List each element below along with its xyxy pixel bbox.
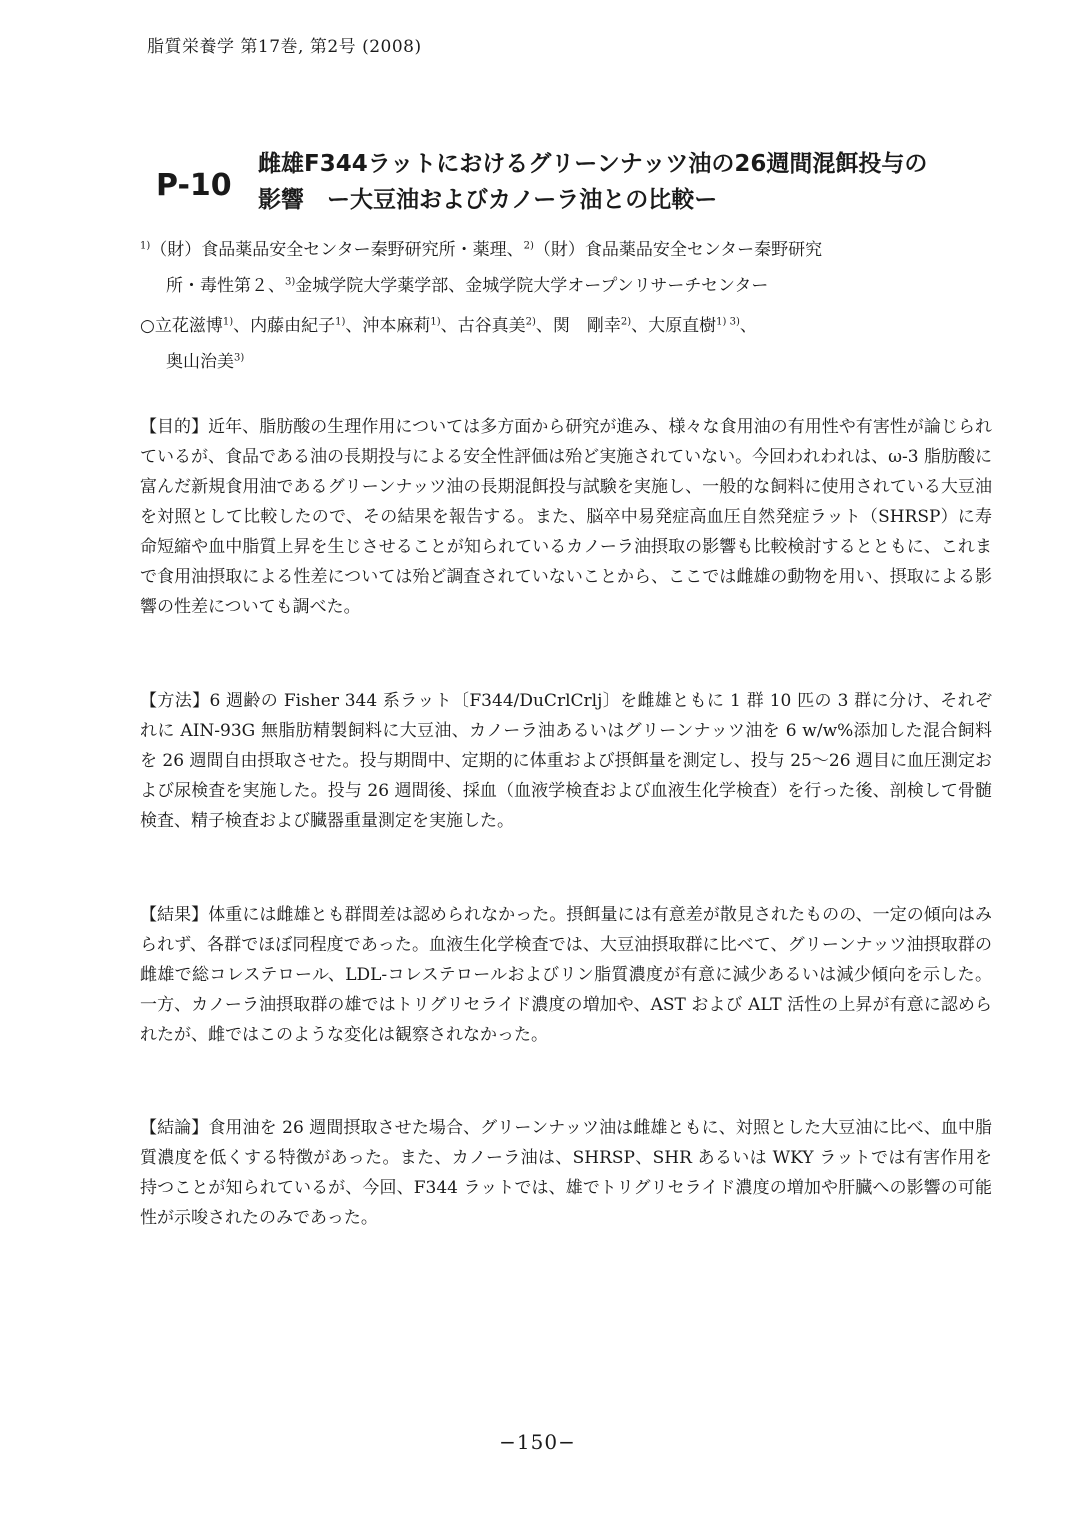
affiliation-marker: 1)	[140, 240, 151, 252]
affiliation-text: （財）食品薬品安全センター秦野研究	[533, 240, 823, 260]
section-purpose: 【目的】近年、脂肪酸の生理作用については多方面から研究が進み、様々な食用油の有用性や有害性が論じられているが、食品である油の長期投与による安全性評価は殆ど実施されていない。今回われわれは、ω-3 脂肪酸に富んだ新規食用油であるグリーンナッツ油の長期混餌投与試験を実施し、一般的な飼料に使用されている大豆油を対照として比較したので、その結果を報告する。また、脳卒中易発症高血圧自然発症ラット（SHRSP）に寿命短縮や血中脂質上昇を生じさせることが知られているカノーラ油摂取の影響も比較検討するとともに、これまで食用油摂取による性差については殆ど調査されていないことから、ここでは雌雄の動物を用い、摂取による影響の性差についても調べた。	[140, 417, 992, 617]
poster-id: P-10	[156, 168, 232, 203]
author-affiliation-marker: 1)	[335, 316, 346, 328]
author-affiliation-marker: 3)	[234, 352, 245, 364]
paper-title	[258, 146, 998, 218]
section-method: 【方法】6 週齢の Fisher 344 系ラット〔F344/DuCrlCrlj〕を雌雄ともに 1 群 10 匹の 3 群に分け、それぞれに AIN-93G 無脂肪精製飼料に大豆油、カノーラ油あるいはグリーンナッツ油を 6 w/w%添加した混合飼料を 26 週間自由摂取させた。投与期間中、定期的に体重および摂餌量を測定し、投与 25〜26 週目に血圧測定および尿検査を実施した。投与 26 週間後、採血（血液学検査および血液生化学検査）を行った後、剖検して骨髄検査、精子検査および臓器重量測定を実施した。	[140, 691, 992, 831]
author-affiliation-marker: 1)	[222, 316, 234, 328]
author-name: ○立花滋博	[140, 316, 223, 336]
author-name: 、古谷真美	[440, 316, 526, 336]
author-affiliation-marker: 1)	[430, 316, 441, 328]
section-results: 【結果】体重には雌雄とも群間差は認められなかった。摂餌量には有意差が散見されたものの、一定の傾向はみられず、各群でほぼ同程度であった。血液生化学検査では、大豆油摂取群に比べて、グリーンナッツ油摂取群の雌雄で総コレステロール、LDL-コレステロールおよびリン脂質濃度が有意に減少あるいは減少傾向を示した。一方、カノーラ油摂取群の雄ではトリグリセライド濃度の増加や、AST および ALT 活性の上昇が有意に認められたが、雌ではこのような変化は観察されなかった。	[140, 905, 992, 1045]
author-name: 、沖本麻莉	[345, 316, 431, 336]
section-conclusion: 【結論】食用油を 26 週間摂取させた場合、グリーンナッツ油は雌雄ともに、対照とした大豆油に比べ、血中脂質濃度を低くする特徴があった。また、カノーラ油は、SHRSP、SHR あるいは WKY ラットでは有害作用を持つことが知られているが、今回、F344 ラットでは、雄でトリグリセライド濃度の増加や肝臓への影響の可能性が示唆されたのみであった。	[140, 1118, 992, 1228]
affiliation-text: 金城学院大学薬学部、金城学院大学オープンリサーチセンター	[295, 276, 769, 296]
affiliation-text: 所・毒性第２、	[166, 276, 285, 296]
journal-header: 脂質栄養学 第17巻, 第2号 (2008)	[147, 37, 422, 57]
title-line-1: 雌雄F344ラットにおけるグリーンナッツ油の26週間混餌投与の	[258, 151, 928, 177]
author-name: 、大原直樹	[631, 316, 717, 336]
author-name: 奥山治美	[166, 352, 234, 372]
title-line-2: 影響 ー大豆油およびカノーラ油との比較ー	[258, 187, 718, 213]
affiliation-line-2	[140, 268, 1000, 304]
author-name: 、内藤由紀子	[233, 316, 336, 336]
author-separator: 、	[739, 316, 757, 336]
author-affiliation-marker: 1) 3)	[716, 316, 740, 328]
affiliation-marker: 2)	[523, 240, 534, 252]
author-line-1	[140, 308, 1000, 344]
author-line-2	[140, 344, 1000, 380]
author-affiliation-marker: 2)	[620, 316, 632, 328]
affiliations	[140, 232, 1000, 304]
affiliation-line-1	[140, 232, 1000, 268]
affiliation-text: （財）食品薬品安全センター秦野研究所・薬理、	[150, 240, 524, 260]
author-affiliation-marker: 2)	[525, 316, 536, 328]
author-name: 、関 剛幸	[535, 316, 621, 336]
page-number: −150−	[499, 1430, 576, 1454]
author-list	[140, 308, 1000, 380]
affiliation-marker: 3)	[285, 276, 296, 288]
